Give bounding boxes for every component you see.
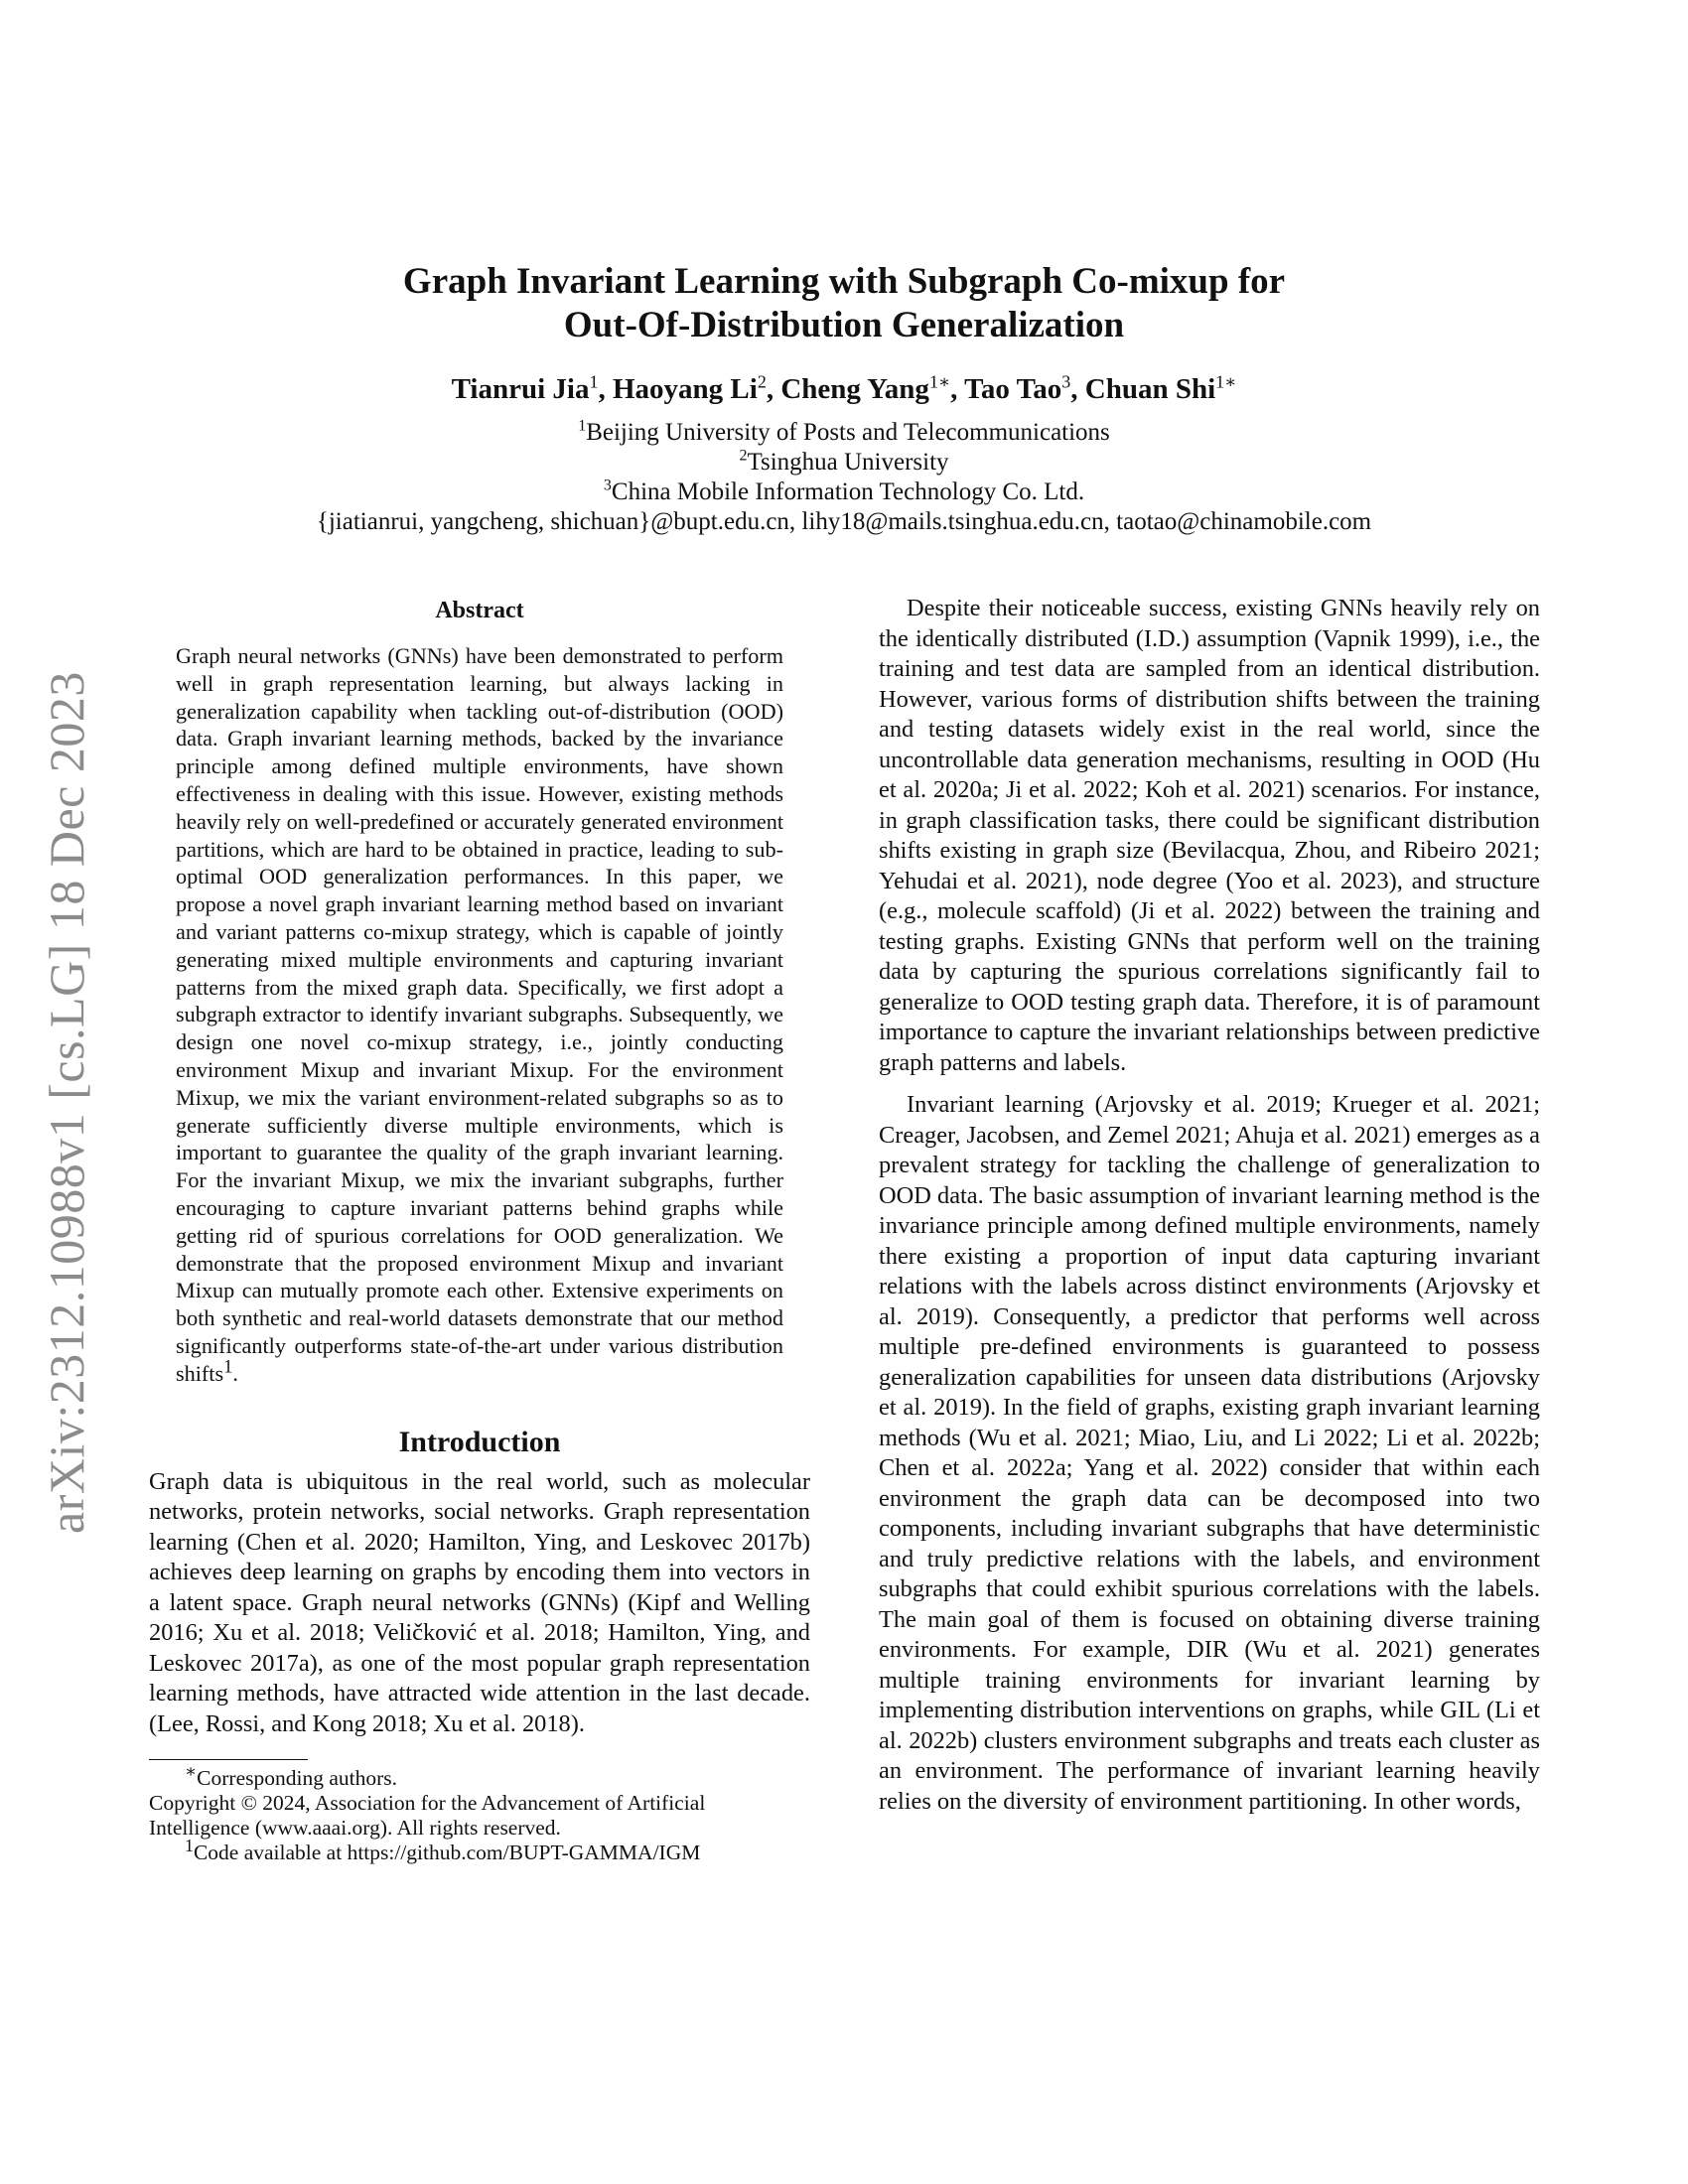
author-name: Cheng Yang	[780, 373, 929, 405]
affiliation	[0, 448, 1688, 478]
author-mark: 1	[589, 371, 599, 392]
introduction-heading: Introduction	[398, 1425, 561, 1458]
abstract-text	[149, 642, 810, 1388]
body-paragraph: Invariant learning (Arjovsky et al. 2019; Krueger et al. 2021; Creager, Jacobsen, and Zemel 2021; Ahuja et al. 2021) emerges as a prevalent strategy for tackling the challenge of generalization to OOD data. The basic assumption of invariant learning method is the invariance principle among defined multiple environments, namely there existing a proportion of input data capturing invariant relations with the labels across distinct environments (Arjovsky et al. 2019). Consequently, a predictor that performs well across multiple pre-defined environments is guaranteed to possess generalization capabilities for unseen data distributions (Arjovsky et al. 2019). In the field of graphs, existing graph invariant learning methods (Wu et al. 2021; Miao, Liu, and Li 2022; Li et al. 2022b; Chen et al. 2022a; Yang et al. 2022) consider that within each environment the graph data can be decomposed into two components, including invariant subgraphs that have deterministic and truly predictive relations with the labels, and environment subgraphs that could exhibit spurious correlations with the labels. The main goal of them is focused on obtaining diverse training environments. For example, DIR (Wu et al. 2021) generates multiple training environments for invariant learning by implementing distribution interventions on graphs, while GIL (Li et al. 2022b) clusters environment subgraphs and treats each cluster as an environment. The performance of invariant learning heavily relies on the diversity of environment partitioning. In other words,	[879, 1091, 1540, 1815]
author-mark: 2	[757, 371, 767, 392]
affiliation	[0, 478, 1688, 507]
footnote-text: Code available at https://github.com/BUPT-GAMMA/IGM	[193, 1841, 701, 1865]
author-separator: ,	[598, 373, 613, 405]
affiliation-text: Tsinghua University	[747, 449, 949, 476]
author-list	[0, 373, 1688, 406]
abstract-heading: Abstract	[435, 598, 524, 623]
author-name: Chuan Shi	[1084, 373, 1216, 405]
footnotes	[149, 1760, 810, 1865]
footnote-mark: 1	[185, 1835, 194, 1855]
abstract-end: .	[232, 1360, 238, 1386]
author-name: Tianrui Jia	[451, 373, 590, 405]
affiliation-mark: 2	[739, 447, 748, 465]
affiliation-text: China Mobile Information Technology Co. Ltd.	[611, 478, 1085, 505]
author-mark: 3	[1061, 371, 1071, 392]
author-separator: ,	[1070, 373, 1085, 405]
body-paragraph: Despite their noticeable success, existing GNNs heavily rely on the identically distributed (I.D.) assumption (Vapnik 1999), i.e., the training and test data are sampled from an identical distribution. However, various forms of distribution shifts between the training and testing datasets widely exist in the real world, since the uncontrollable data generation mechanisms, resulting in OOD (Hu et al. 2020a; Ji et al. 2022; Koh et al. 2021) scenarios. For instance, in graph classification tasks, there could be significant distribution shifts existing in graph size (Bevilacqua, Zhou, and Ribeiro 2021; Yehudai et al. 2021), node degree (Yoo et al. 2023), and structure (e.g., molecule scaffold) (Ji et al. 2022) between the training and testing graphs. Existing GNNs that perform well on the training data by capturing the spurious correlations significantly fail to generalize to OOD testing graph data. Therefore, it is of paramount importance to capture the invariant relationships between predictive graph patterns and labels.	[879, 595, 1540, 1076]
affiliation-mark: 1	[578, 417, 587, 435]
author-mark: 1∗	[928, 371, 951, 392]
title-line-1: Graph Invariant Learning with Subgraph Co-mixup for	[402, 261, 1286, 302]
abstract-body: Graph neural networks (GNNs) have been demonstrated to perform well in graph representation learning, but always lacking in generalization capability when tackling out-of-distribution (OOD) data. Graph invariant learning methods, backed by the invariance principle among defined multiple environments, have shown effectiveness in dealing with this issue. However, existing methods heavily rely on well-predefined or accurately generated environment partitions, which are hard to be obtained in practice, leading to sub-optimal OOD generalization performances. In this paper, we propose a novel graph invariant learning method based on invariant and variant patterns co-mixup strategy, which is capable of jointly generating mixed multiple environments and capturing invariant patterns from the mixed graph data. Specifically, we first adopt a subgraph extractor to identify invariant subgraphs. Subsequently, we design one novel co-mixup strategy, i.e., jointly conducting environment Mixup and invariant Mixup. For the environment Mixup, we mix the variant environment-related subgraphs so as to generate sufficiently diverse multiple environments, which is important to guarantee the quality of the graph invariant learning. For the invariant Mixup, we mix the invariant subgraphs, further encouraging to capture invariant patterns behind graphs while getting rid of spurious correlations for OOD generalization. We demonstrate that the proposed environment Mixup and invariant Mixup can mutually promote each other. Extensive experiments on both synthetic and real-world datasets demonstrate that our method significantly outperforms state-of-the-art under various distribution shifts	[176, 643, 783, 1386]
right-column	[879, 588, 1540, 1817]
copyright-notice: Copyright © 2024, Association for the Advancement of Artificial Intelligence (www.aaai.org). All rights reserved.	[149, 1791, 706, 1841]
author-name: Haoyang Li	[612, 373, 758, 405]
title-line-2: Out-Of-Distribution Generalization	[563, 305, 1125, 345]
introduction-paragraph: Graph data is ubiquitous in the real world, such as molecular networks, protein networks, social networks. Graph representation learning (Chen et al. 2020; Hamilton, Ying, and Leskovec 2017b) achieves deep learning on graphs by encoding them into vectors in a latent space. Graph neural networks (GNNs) (Kipf and Welling 2016; Xu et al. 2018; Veličković et al. 2018; Hamilton, Ying, and Leskovec 2017a), as one of the most popular graph representation learning methods, have attracted wide attention in the last decade. (Lee, Rossi, and Kong 2018; Xu et al. 2018).	[149, 1467, 810, 1737]
affiliation	[0, 418, 1688, 448]
footnote-text: Corresponding authors.	[197, 1766, 398, 1791]
footnote-corresponding	[149, 1760, 810, 1791]
author-emails: {jiatianrui, yangcheng, shichuan}@bupt.edu.cn, lihy18@mails.tsinghua.edu.cn, taotao@chinamobile.com	[316, 508, 1372, 535]
affiliation-text: Beijing University of Posts and Telecommunications	[586, 419, 1110, 446]
footnote-code	[149, 1835, 810, 1865]
author-separator: ,	[950, 373, 965, 405]
footnote-divider	[149, 1759, 308, 1760]
left-column	[149, 588, 810, 1865]
paper-header	[0, 260, 1688, 537]
author-separator: ,	[766, 373, 781, 405]
footnote-ref: 1	[223, 1357, 233, 1378]
footnote-mark: ∗	[185, 1760, 198, 1781]
paper-title	[0, 260, 1688, 347]
author-name: Tao Tao	[964, 373, 1062, 405]
affiliation-mark: 3	[603, 477, 612, 494]
author-mark: 1∗	[1215, 371, 1237, 392]
arxiv-identifier: arXiv:2312.10988v1 [cs.LG] 18 Dec 2023	[39, 671, 94, 1534]
